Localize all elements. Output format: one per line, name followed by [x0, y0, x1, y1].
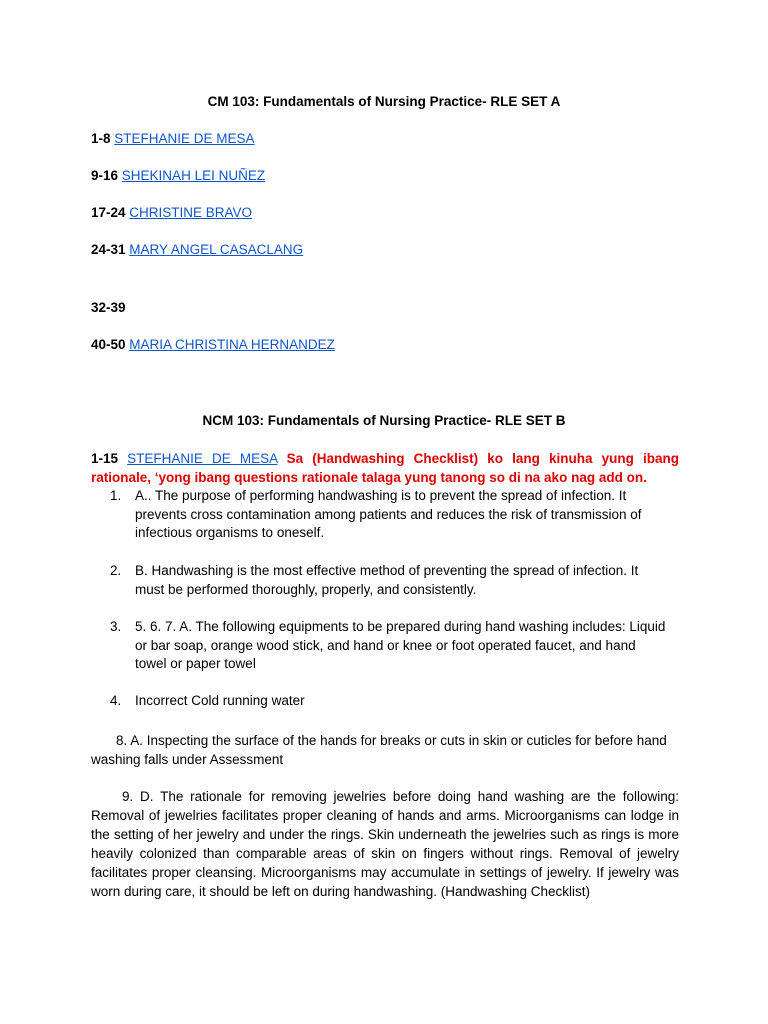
row-range: 40-50 [91, 337, 126, 352]
list-number: 3. [110, 619, 122, 634]
list-text: Incorrect Cold running water [135, 693, 305, 708]
row-range: 1-8 [91, 131, 111, 146]
set-b-intro [91, 449, 679, 487]
paragraph-9: 9. D. The rationale for removing jewelries before doing hand washing are the following: Removal of jewelries facilitates proper cleaning of hands and arms. Microorganisms can lodge in the setting of her jewelry and under the rings. Skin underneath the jewelries such as rings is more heavily colonized than comparable areas of skin on fingers without rings. Removal of jewelry facilitates proper cleansing. Microorganisms may accumulate in settings of jewelry. If jewelry was worn during care, it should be left on during handwashing. (Handwashing Checklist) [91, 789, 679, 899]
assignee-link[interactable]: STEFHANIE DE MESA [114, 131, 255, 146]
set-a-row [91, 337, 335, 352]
set-b-title: NCM 103: Fundamentals of Nursing Practice- RLE SET B [202, 413, 566, 428]
row-range: 32-39 [91, 300, 126, 315]
set-a-title: CM 103: Fundamentals of Nursing Practice- RLE SET A [207, 94, 561, 109]
list-text: A.. The purpose of performing handwashing is to prevent the spread of infection. It prevents cross contamination among patients and reduces the risk of transmission of infectious organisms to oneself. [135, 488, 642, 540]
list-number: 2. [110, 563, 122, 578]
set-a-row [91, 168, 265, 183]
set-a-row [91, 242, 303, 257]
intro-range: 1-15 [91, 451, 119, 466]
list-item [110, 562, 670, 599]
set-a-row [91, 131, 255, 146]
intro-note: Sa (Handwashing Checklist) ko lang kinuha yung ibang rationale, ‘yong ibang questions rationale talaga yung tanong so di na ako nag add on. [91, 451, 679, 485]
list-number: 1. [110, 488, 122, 503]
assignee-link[interactable]: STEFHANIE DE MESA [127, 451, 278, 466]
list-text: 5. 6. 7. A. The following equipments to be prepared during hand washing includes: Liquid or bar soap, orange wood stick, and hand or knee or foot operated faucet, and hand towel or paper towel [135, 619, 666, 671]
set-a-row [91, 205, 252, 220]
row-range: 9-16 [91, 168, 119, 183]
list-item [110, 618, 670, 674]
list-text: B. Handwashing is the most effective method of preventing the spread of infection. It must be performed thoroughly, properly, and consistently. [135, 563, 639, 597]
row-range: 17-24 [91, 205, 126, 220]
list-item [110, 487, 670, 543]
assignee-link[interactable]: MARIA CHRISTINA HERNANDEZ [129, 337, 335, 352]
set-a-row [91, 300, 126, 315]
assignee-link[interactable]: MARY ANGEL CASACLANG [129, 242, 304, 257]
assignee-link[interactable]: SHEKINAH LEI NUÑEZ [121, 168, 266, 183]
row-range: 24-31 [91, 242, 126, 257]
paragraph-8: 8. A. Inspecting the surface of the hands for breaks or cuts in skin or cuticles for before hand washing falls under Assessment [91, 733, 667, 767]
list-item [110, 692, 670, 711]
list-number: 4. [110, 693, 122, 708]
assignee-link[interactable]: CHRISTINE BRAVO [129, 205, 253, 220]
